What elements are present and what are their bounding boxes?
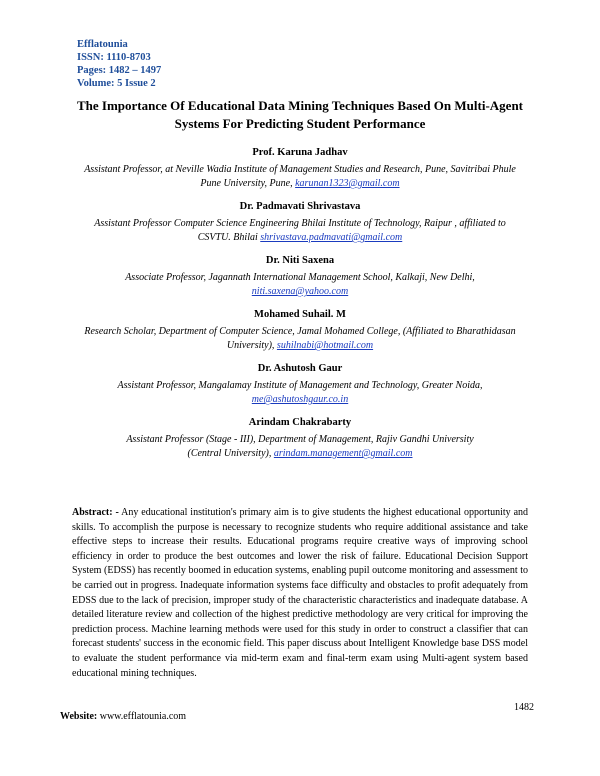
- affiliation-line: [58, 285, 542, 299]
- author-email-link[interactable]: shrivastava.padmavati@gmail.com: [260, 232, 403, 243]
- footer-website-label: Website:: [60, 711, 98, 722]
- journal-pages: Pages: 1482 – 1497: [77, 65, 162, 76]
- author-name: Dr. Ashutosh Gaur: [257, 363, 343, 374]
- affiliation-line: Assistant Professor, at Neville Wadia Institute of Management Studies and Research, Pune, Savitribai Phule: [84, 164, 516, 175]
- affiliation-text: Pune University, Pune,: [200, 178, 296, 189]
- journal-volume: Volume: 5 Issue 2: [77, 78, 156, 89]
- affiliation-text: (Central University),: [187, 448, 274, 459]
- author-block: [58, 254, 542, 299]
- affiliation-text: CSVTU. Bhilai: [197, 232, 261, 243]
- author-email-link[interactable]: karunan1323@gmail.com: [295, 178, 400, 189]
- affiliation-line: Research Scholar, Department of Computer Science, Jamal Mohamed College, (Affiliated to Bharathidasan: [84, 326, 516, 337]
- affiliation-line: Assistant Professor, Mangalamay Institute of Management and Technology, Greater Noida,: [117, 380, 483, 391]
- author-email-link[interactable]: arindam.management@gmail.com: [273, 448, 413, 459]
- journal-masthead: [77, 38, 161, 90]
- abstract-text: Any educational institution's primary aim is to give students the highest educational opportunity and skills. To accomplish the purpose is necessary to recognize students who require additional assistance and take effective steps to increase their results. Educational programs require creative ways of improving school efficiency in order to produce the best outcomes and lower the risk of failure. Educational Decision Support System (EDSS) has recently boomed in education systems, enabling pupil outcome monitoring and assessment to be carried out in progress. Inadequate information systems face difficulty and obstacles to profit adequately from EDSS due to the lack of precision, improper study of the characteristic characteristics and inadequate database. A detailed literature review and collection of the highest predictive methodology are very critical for improving the prediction process. Machine learning methods were used for this study in order to construct a classifier that can forecast students' success in the economic field. This paper discuss about Intelligent Knowledge base DSS model to evaluate the student performance via mid-term exam and final-term exam using Multi-agent system based educational mining techniques.: [72, 507, 529, 679]
- paper-title: [60, 97, 540, 133]
- paper-title-line-1: The Importance Of Educational Data Mining Techniques Based On Multi-Agent: [76, 98, 524, 113]
- abstract: [72, 506, 528, 681]
- footer-website-url[interactable]: www.efflatounia.com: [99, 711, 187, 722]
- author-name: Mohamed Suhail. M: [254, 309, 346, 320]
- author-affiliation: [58, 379, 542, 407]
- journal-name: Efflatounia: [77, 39, 128, 50]
- author-affiliation: [58, 217, 542, 245]
- paper-title-line-2: Systems For Predicting Student Performance: [174, 116, 426, 131]
- author-name: Dr. Padmavati Shrivastava: [239, 201, 361, 212]
- author-list: [58, 146, 542, 470]
- affiliation-text: University),: [226, 340, 277, 351]
- affiliation-line: [58, 177, 542, 191]
- author-email-link[interactable]: me@ashutoshgaur.co.in: [251, 394, 349, 405]
- footer: [60, 711, 186, 722]
- author-block: [58, 416, 542, 461]
- author-affiliation: [58, 163, 542, 191]
- page-number: 1482: [514, 702, 534, 713]
- affiliation-line: Assistant Professor (Stage - III), Department of Management, Rajiv Gandhi University: [126, 434, 474, 445]
- affiliation-line: [58, 339, 542, 353]
- author-name: Arindam Chakrabarty: [248, 417, 352, 428]
- journal-issn: ISSN: 1110-8703: [77, 52, 151, 63]
- affiliation-line: [58, 393, 542, 407]
- author-name: Prof. Karuna Jadhav: [252, 147, 348, 158]
- author-block: [58, 200, 542, 245]
- author-block: [58, 362, 542, 407]
- affiliation-line: Assistant Professor Computer Science Engineering Bhilai Institute of Technology, Raipur , affiliated to: [94, 218, 506, 229]
- affiliation-line: [58, 447, 542, 461]
- author-email-link[interactable]: niti.saxena@yahoo.com: [251, 286, 349, 297]
- author-email-link[interactable]: suhilnabi@hotmail.com: [276, 340, 374, 351]
- author-block: [58, 146, 542, 191]
- affiliation-line: Associate Professor, Jagannath International Management School, Kalkaji, New Delhi,: [125, 272, 475, 283]
- abstract-label: Abstract: -: [72, 507, 119, 518]
- author-name: Dr. Niti Saxena: [265, 255, 335, 266]
- affiliation-line: [58, 231, 542, 245]
- author-affiliation: [58, 271, 542, 299]
- author-block: [58, 308, 542, 353]
- author-affiliation: [58, 433, 542, 461]
- author-affiliation: [58, 325, 542, 353]
